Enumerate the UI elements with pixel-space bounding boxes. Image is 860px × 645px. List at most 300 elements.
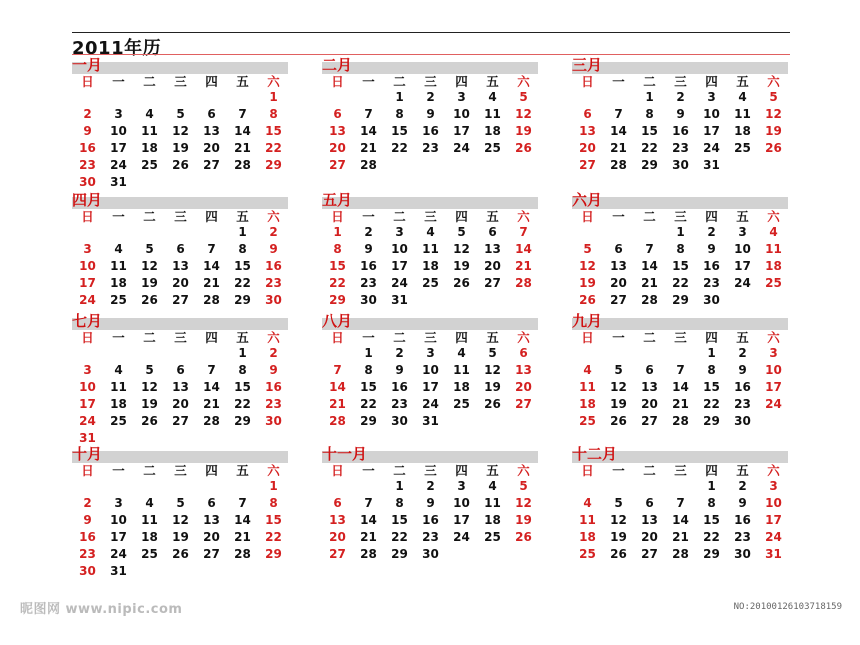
month-name: 二月 [322,56,353,74]
weekday-label: 四 [455,463,468,478]
weekday-label: 六 [517,209,530,224]
day-cell: 18 [765,259,782,273]
day-cell: 2 [738,479,747,493]
weekday-label: 六 [517,330,530,345]
day-cell: 30 [79,175,96,189]
day-cell: 21 [234,141,251,155]
day-cell: 18 [484,124,501,138]
month-block [322,312,538,430]
day-cell: 27 [641,414,658,428]
day-cell: 26 [172,547,189,561]
day-cell: 13 [172,259,189,273]
day-cell: 2 [83,107,92,121]
day-cell: 4 [145,496,154,510]
day-cell: 3 [769,346,778,360]
day-cell: 16 [265,380,282,394]
day-cell: 12 [172,124,189,138]
day-cell: 14 [234,513,251,527]
day-cell: 13 [329,124,346,138]
day-cell: 17 [703,124,720,138]
day-cell: 30 [734,414,751,428]
day-cell: 11 [734,107,751,121]
empty-cell [508,546,539,563]
day-cell: 14 [360,124,377,138]
weekday-label: 二 [643,330,656,345]
day-cell: 8 [707,363,716,377]
day-cell: 30 [734,547,751,561]
day-cell: 5 [519,90,528,104]
weekday-label: 一 [112,74,125,89]
month-block [572,445,788,563]
day-cell: 31 [110,175,127,189]
title-underline [72,54,790,55]
empty-cell [196,89,227,106]
day-cell: 6 [176,363,185,377]
month-name: 四月 [72,191,103,209]
weekday-label: 二 [643,74,656,89]
day-cell: 14 [234,124,251,138]
empty-cell [134,345,165,362]
day-cell: 16 [422,513,439,527]
empty-cell [134,89,165,106]
day-cell: 3 [707,90,716,104]
weekday-label: 日 [81,463,94,478]
day-cell: 28 [329,414,346,428]
empty-cell [758,292,789,309]
weekday-label: 三 [424,330,437,345]
day-cell: 27 [172,293,189,307]
empty-cell [665,478,696,495]
day-cell: 6 [488,225,497,239]
weekday-label: 五 [236,74,249,89]
month-header-bar [572,191,788,209]
day-cell: 31 [79,431,96,445]
day-cell: 13 [172,380,189,394]
day-cell: 12 [610,513,627,527]
day-cell: 8 [364,363,373,377]
day-cell: 9 [269,242,278,256]
empty-cell [258,430,289,447]
day-cell: 7 [519,225,528,239]
day-cell: 22 [265,141,282,155]
day-cell: 6 [333,107,342,121]
day-cell: 11 [141,124,158,138]
day-cell: 21 [672,397,689,411]
empty-cell [103,430,134,447]
day-cell: 16 [79,530,96,544]
month-block [322,445,538,563]
empty-cell [165,89,196,106]
weekday-label: 五 [736,74,749,89]
day-cell: 22 [329,276,346,290]
day-cell: 26 [172,158,189,172]
day-cell: 3 [114,107,123,121]
day-cell: 8 [395,107,404,121]
day-cell: 24 [453,141,470,155]
day-cell: 16 [672,124,689,138]
empty-cell [103,345,134,362]
day-cell: 31 [110,564,127,578]
day-cell: 23 [734,397,751,411]
empty-cell [415,292,446,309]
empty-cell [446,546,477,563]
day-cell: 16 [422,124,439,138]
day-cell: 22 [703,530,720,544]
day-cell: 13 [641,513,658,527]
empty-cell [446,413,477,430]
empty-cell [603,345,634,362]
empty-cell [572,345,603,362]
day-cell: 29 [641,158,658,172]
day-cell: 15 [234,380,251,394]
day-cell: 7 [364,496,373,510]
weekday-label: 四 [705,463,718,478]
weekday-label: 一 [362,330,375,345]
day-cell: 15 [641,124,658,138]
weekday-label: 二 [643,209,656,224]
day-cell: 24 [110,547,127,561]
day-cell: 2 [364,225,373,239]
day-cell: 26 [515,530,532,544]
day-cell: 23 [672,141,689,155]
weekday-label: 一 [112,330,125,345]
empty-cell [227,430,258,447]
day-cell: 8 [238,242,247,256]
empty-cell [353,89,384,106]
month-block [72,191,288,309]
day-cell: 26 [579,293,596,307]
day-cell: 24 [765,397,782,411]
weekday-label: 三 [424,463,437,478]
empty-cell [384,157,415,174]
empty-cell [165,174,196,191]
empty-cell [353,478,384,495]
day-cell: 16 [703,259,720,273]
day-grid [72,209,288,309]
day-cell: 14 [672,513,689,527]
day-cell: 26 [453,276,470,290]
month-header-bar [322,191,538,209]
day-cell: 28 [641,293,658,307]
day-cell: 10 [765,496,782,510]
day-cell: 27 [515,397,532,411]
month-header-bar [572,312,788,330]
weekday-label: 日 [581,74,594,89]
day-cell: 5 [145,363,154,377]
day-cell: 18 [734,124,751,138]
day-cell: 23 [703,276,720,290]
day-cell: 20 [329,141,346,155]
empty-cell [322,89,353,106]
day-cell: 2 [426,90,435,104]
day-cell: 23 [422,141,439,155]
day-cell: 3 [83,242,92,256]
day-cell: 13 [641,380,658,394]
day-cell: 29 [703,547,720,561]
weekday-label: 一 [612,330,625,345]
day-cell: 28 [610,158,627,172]
day-cell: 21 [672,530,689,544]
weekday-label: 四 [205,209,218,224]
image-number: NO:20100126103718159 [733,602,842,612]
day-cell: 3 [426,346,435,360]
empty-cell [477,413,508,430]
day-cell: 7 [364,107,373,121]
day-cell: 3 [457,479,466,493]
day-cell: 18 [141,530,158,544]
day-grid [322,330,538,430]
day-cell: 31 [422,414,439,428]
weekday-label: 六 [767,74,780,89]
empty-cell [103,89,134,106]
day-cell: 12 [515,496,532,510]
day-cell: 15 [672,259,689,273]
day-cell: 8 [333,242,342,256]
day-cell: 16 [265,259,282,273]
day-cell: 14 [360,513,377,527]
day-cell: 30 [672,158,689,172]
day-cell: 11 [141,513,158,527]
day-cell: 18 [110,397,127,411]
day-cell: 26 [515,141,532,155]
empty-cell [196,478,227,495]
day-cell: 17 [765,380,782,394]
day-cell: 11 [110,259,127,273]
day-cell: 1 [645,90,654,104]
day-cell: 4 [583,363,592,377]
month-header-bar [72,56,288,74]
day-cell: 22 [391,530,408,544]
day-grid [572,209,788,309]
day-cell: 8 [238,363,247,377]
weekday-label: 日 [331,330,344,345]
empty-cell [196,174,227,191]
day-cell: 20 [610,276,627,290]
empty-cell [258,563,289,580]
weekday-label: 六 [517,463,530,478]
weekday-label: 二 [143,330,156,345]
month-name: 十二月 [572,445,618,463]
day-cell: 17 [79,397,96,411]
day-cell: 5 [488,346,497,360]
day-cell: 26 [141,414,158,428]
empty-cell [134,430,165,447]
day-cell: 10 [453,496,470,510]
day-cell: 23 [734,530,751,544]
day-cell: 27 [329,158,346,172]
day-cell: 17 [453,124,470,138]
day-cell: 5 [145,242,154,256]
empty-cell [603,89,634,106]
month-block [572,312,788,430]
day-cell: 20 [172,276,189,290]
day-cell: 3 [738,225,747,239]
day-cell: 21 [641,276,658,290]
day-cell: 27 [610,293,627,307]
day-cell: 31 [765,547,782,561]
day-cell: 13 [203,124,220,138]
day-cell: 9 [269,363,278,377]
weekday-label: 六 [517,74,530,89]
day-cell: 5 [176,107,185,121]
day-cell: 1 [676,225,685,239]
day-cell: 9 [395,363,404,377]
weekday-label: 一 [362,209,375,224]
weekday-label: 日 [81,330,94,345]
day-cell: 7 [238,496,247,510]
empty-cell [196,563,227,580]
day-grid [572,74,788,174]
day-cell: 30 [79,564,96,578]
day-cell: 4 [488,90,497,104]
day-cell: 7 [614,107,623,121]
weekday-label: 一 [612,209,625,224]
weekday-label: 一 [112,209,125,224]
weekday-label: 三 [424,74,437,89]
day-cell: 8 [676,242,685,256]
day-cell: 16 [79,141,96,155]
day-cell: 28 [360,158,377,172]
day-cell: 4 [583,496,592,510]
day-cell: 20 [329,530,346,544]
empty-cell [477,157,508,174]
month-block [572,191,788,309]
day-cell: 9 [426,107,435,121]
day-cell: 20 [641,530,658,544]
day-cell: 18 [484,513,501,527]
day-cell: 14 [203,380,220,394]
month-block [72,445,288,580]
day-cell: 19 [610,530,627,544]
day-cell: 10 [765,363,782,377]
day-cell: 20 [484,259,501,273]
day-cell: 1 [269,90,278,104]
empty-cell [72,478,103,495]
weekday-label: 二 [393,330,406,345]
weekday-label: 六 [267,74,280,89]
day-cell: 4 [145,107,154,121]
day-cell: 20 [203,141,220,155]
day-cell: 21 [515,259,532,273]
empty-cell [446,157,477,174]
day-cell: 19 [484,380,501,394]
weekday-label: 二 [393,209,406,224]
day-cell: 27 [172,414,189,428]
day-cell: 4 [114,242,123,256]
day-cell: 8 [645,107,654,121]
day-cell: 15 [234,259,251,273]
month-name: 七月 [72,312,103,330]
day-cell: 23 [360,276,377,290]
day-cell: 17 [734,259,751,273]
day-cell: 25 [141,158,158,172]
day-cell: 25 [484,141,501,155]
day-grid [572,463,788,563]
day-cell: 10 [79,259,96,273]
day-cell: 25 [765,276,782,290]
watermark-footer [20,598,182,617]
month-header-bar [322,56,538,74]
day-cell: 25 [484,530,501,544]
month-name: 九月 [572,312,603,330]
day-cell: 6 [583,107,592,121]
day-cell: 18 [141,141,158,155]
empty-cell [196,430,227,447]
day-grid [72,330,288,447]
month-name: 一月 [72,56,103,74]
day-cell: 20 [203,530,220,544]
month-block [572,56,788,174]
day-cell: 24 [110,158,127,172]
day-cell: 27 [203,547,220,561]
weekday-label: 三 [174,463,187,478]
empty-cell [227,174,258,191]
day-cell: 12 [579,259,596,273]
empty-cell [508,413,539,430]
day-cell: 2 [83,496,92,510]
day-cell: 21 [610,141,627,155]
day-cell: 8 [707,496,716,510]
day-grid [322,209,538,309]
day-cell: 1 [238,346,247,360]
day-cell: 25 [579,547,596,561]
day-cell: 1 [364,346,373,360]
day-cell: 19 [141,276,158,290]
day-cell: 22 [703,397,720,411]
day-cell: 11 [579,380,596,394]
month-block [72,56,288,191]
day-cell: 13 [203,513,220,527]
day-cell: 16 [734,380,751,394]
month-header-bar [572,445,788,463]
empty-cell [165,430,196,447]
weekday-label: 五 [236,463,249,478]
day-cell: 16 [734,513,751,527]
day-cell: 27 [641,547,658,561]
day-cell: 24 [703,141,720,155]
weekday-label: 五 [236,209,249,224]
empty-cell [727,157,758,174]
day-cell: 9 [738,363,747,377]
day-cell: 27 [329,547,346,561]
day-grid [72,74,288,191]
day-cell: 2 [269,346,278,360]
day-cell: 12 [765,107,782,121]
day-cell: 23 [391,397,408,411]
day-cell: 13 [329,513,346,527]
day-cell: 3 [114,496,123,510]
day-cell: 20 [172,397,189,411]
month-name: 十月 [72,445,103,463]
day-cell: 25 [422,276,439,290]
empty-cell [165,345,196,362]
empty-cell [134,224,165,241]
weekday-label: 三 [674,463,687,478]
empty-cell [196,224,227,241]
weekday-label: 五 [736,330,749,345]
month-header-bar [72,445,288,463]
day-cell: 27 [484,276,501,290]
empty-cell [72,224,103,241]
weekday-label: 二 [393,463,406,478]
day-cell: 9 [426,496,435,510]
weekday-label: 四 [455,209,468,224]
day-cell: 29 [234,414,251,428]
weekday-label: 日 [331,74,344,89]
day-cell: 22 [641,141,658,155]
weekday-label: 四 [455,74,468,89]
day-cell: 24 [453,530,470,544]
